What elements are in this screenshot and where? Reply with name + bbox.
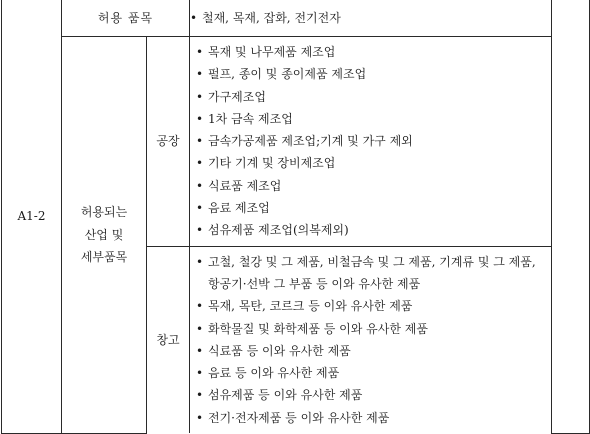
allowed-items-table — [1, 0, 590, 434]
bullet-icon: • — [196, 223, 204, 238]
list-item: • 식료품 등 이와 유사한 제품 — [196, 340, 551, 362]
bullet-icon: • — [196, 111, 204, 126]
list-item: • 기타 기계 및 장비제조업 — [196, 152, 551, 174]
bullet-icon: • — [196, 388, 204, 403]
bullet-icon: • — [196, 201, 204, 216]
bullet-icon: • — [196, 178, 204, 193]
bullet-icon: • — [190, 10, 198, 25]
allowed-items-label-cell — [62, 0, 190, 37]
bullet-icon: • — [196, 67, 204, 82]
allowed-items-text: 철재, 목재, 잡화, 전기전자 — [202, 10, 341, 25]
bullet-icon: • — [196, 343, 204, 358]
factory-label-cell — [147, 37, 190, 247]
reference-label: 창고 — [156, 332, 180, 347]
list-item: • 전기·전자제품 등 이와 유사한 제품 — [196, 407, 551, 429]
factory-items-list — [190, 37, 551, 246]
list-item: • 목재 및 나무제품 제조업 — [196, 41, 551, 63]
allowed-items-cell — [190, 0, 552, 37]
list-item: • 목재, 목탄, 코르크 등 이와 유사한 제품 — [196, 295, 551, 317]
list-item: • 섬유제품 등 이와 유사한 제품 — [196, 384, 551, 406]
bullet-icon: • — [196, 299, 204, 314]
industry-label-line-2: 산업 및 — [84, 227, 124, 242]
list-item: • 1차 금속 제조업 — [196, 108, 551, 130]
bullet-icon: • — [196, 254, 204, 269]
bullet-icon: • — [196, 321, 204, 336]
industry-label-line-1: 허용되는 — [80, 205, 128, 220]
list-item: • 섬유제품 제조업(의복제외) — [196, 219, 551, 241]
bullet-icon: • — [196, 45, 204, 59]
bullet-icon: • — [196, 410, 204, 425]
industry-group-label-cell — [62, 37, 147, 434]
factory-row — [2, 37, 590, 247]
list-item: • 금속가공제품 제조업;기계 및 가구 제외 — [196, 130, 551, 152]
factory-items-cell — [190, 37, 552, 247]
list-item: • 고철, 철강 및 그 제품, 비철금속 및 그 제품, 기계류 및 그 제품, 항공기·선박 그 부품 등 이와 유사한 제품 — [196, 251, 551, 296]
allowed-items-label: 허용 품목 — [97, 10, 154, 25]
reference-label-cell — [147, 246, 190, 433]
list-item: • 식료품 제조업 — [196, 175, 551, 197]
trailing-cell — [552, 0, 590, 433]
list-item: • 펄프, 종이 및 종이제품 제조업 — [196, 63, 551, 85]
bullet-icon: • — [196, 366, 204, 381]
reference-items-list — [190, 247, 551, 433]
row-code-cell — [2, 0, 62, 433]
list-item: • 가구제조업 — [196, 86, 551, 108]
list-item: • 음료 제조업 — [196, 197, 551, 219]
allowed-items-row — [2, 0, 590, 37]
reference-items-cell — [190, 246, 552, 433]
list-item: • 화학물질 및 화학제품 등 이와 유사한 제품 — [196, 318, 551, 340]
industry-label-line-3: 세부품목 — [80, 249, 128, 264]
list-item: • 음료 등 이와 유사한 제품 — [196, 362, 551, 384]
bullet-icon: • — [196, 156, 204, 171]
bullet-icon: • — [196, 134, 204, 149]
row-code: A1-2 — [17, 209, 46, 224]
factory-label: 공장 — [156, 134, 180, 149]
bullet-icon: • — [196, 89, 204, 104]
